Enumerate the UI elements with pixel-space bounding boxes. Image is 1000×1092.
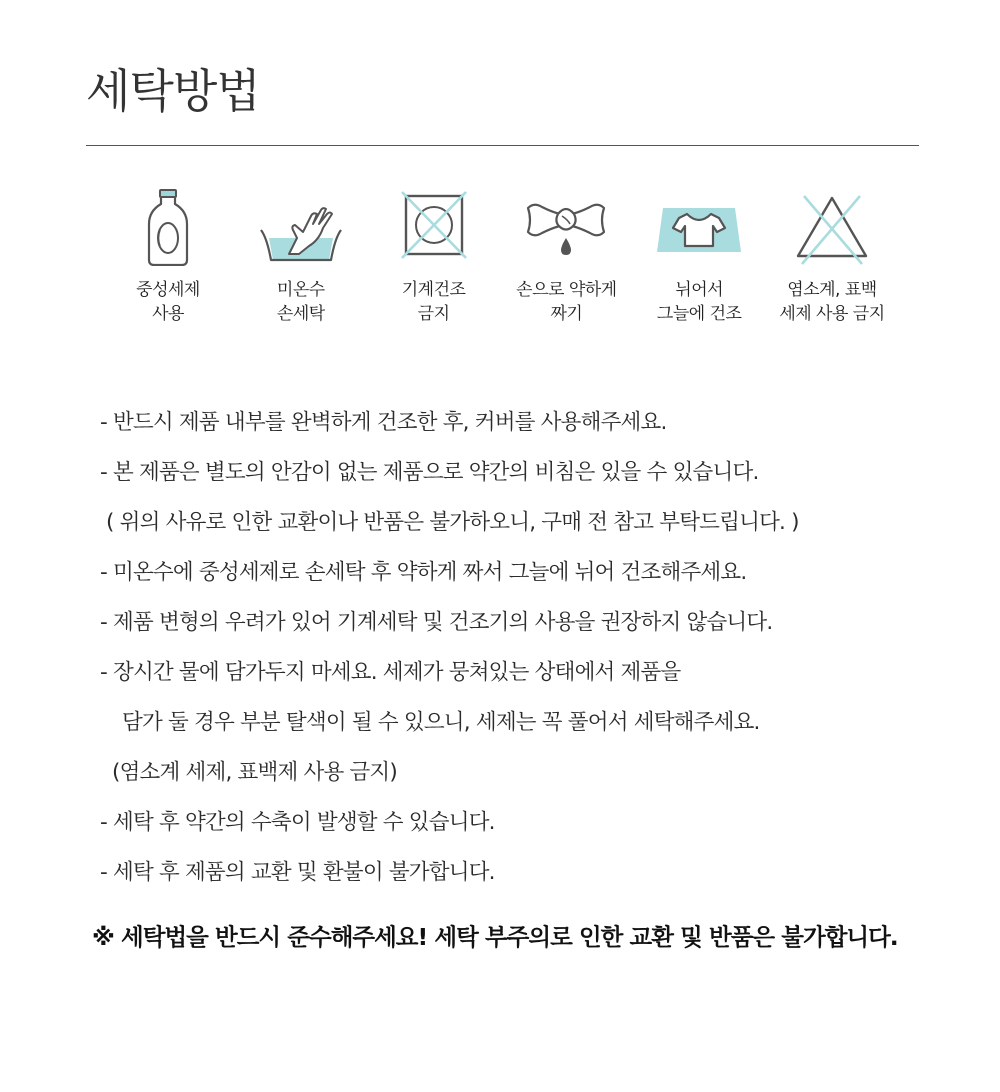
detergent-bottle-icon [118, 180, 218, 266]
note-line: - 본 제품은 별도의 안감이 없는 제품으로 약간의 비침은 있을 수 있습니다. [100, 460, 759, 485]
note-line: - 반드시 제품 내부를 완벽하게 건조한 후, 커버를 사용해주세요. [100, 410, 667, 435]
page-title: 세탁방법 [86, 64, 260, 118]
care-label: 손으로 약하게 짜기 [516, 280, 617, 324]
care-item-neutral-detergent [105, 180, 231, 326]
note-line: 담가 둘 경우 부분 탈색이 될 수 있으니, 세제는 꼭 풀어서 세탁해주세요. [122, 710, 760, 735]
gentle-wring-icon [516, 180, 616, 266]
note-line: - 세탁 후 제품의 교환 및 환불이 불가합니다. [100, 860, 495, 885]
note-line: (염소계 세제, 표백제 사용 금지) [112, 760, 397, 785]
care-notes [100, 398, 960, 898]
care-item-no-bleach [769, 180, 895, 326]
note-line: ( 위의 사유로 인한 교환이나 반품은 불가하오니, 구매 전 참고 부탁드립니다. ) [106, 510, 799, 535]
note-line: - 세탁 후 약간의 수축이 발생할 수 있습니다. [100, 810, 495, 835]
care-item-no-machine-dry [371, 180, 497, 326]
note-line: - 장시간 물에 담가두지 마세요. 세제가 뭉쳐있는 상태에서 제품을 [100, 660, 681, 685]
care-label: 뉘어서 그늘에 건조 [656, 280, 742, 324]
title-divider [86, 145, 919, 146]
care-label: 미온수 손세탁 [276, 280, 325, 324]
hand-wash-icon [251, 180, 351, 266]
care-item-gentle-wring [503, 180, 629, 326]
care-item-hand-wash [238, 180, 364, 326]
care-label: 기계건조 금지 [401, 280, 466, 324]
no-bleach-icon [782, 180, 882, 266]
note-line: - 미온수에 중성세제로 손세탁 후 약하게 짜서 그늘에 뉘어 건조해주세요. [100, 560, 747, 585]
care-item-dry-flat-shade [636, 180, 762, 326]
note-line: - 제품 변형의 우려가 있어 기계세탁 및 건조기의 사용을 권장하지 않습니다. [100, 610, 773, 635]
no-tumble-dry-icon [384, 180, 484, 266]
dry-flat-shade-icon [649, 180, 749, 266]
care-icon-row [105, 180, 895, 326]
care-label: 중성세제 사용 [136, 280, 200, 324]
care-label: 염소계, 표백 세제 사용 금지 [779, 280, 885, 324]
warning-notice: ※ 세탁법을 반드시 준수해주세요! 세탁 부주의로 인한 교환 및 반품은 불가합니다. [92, 923, 898, 951]
